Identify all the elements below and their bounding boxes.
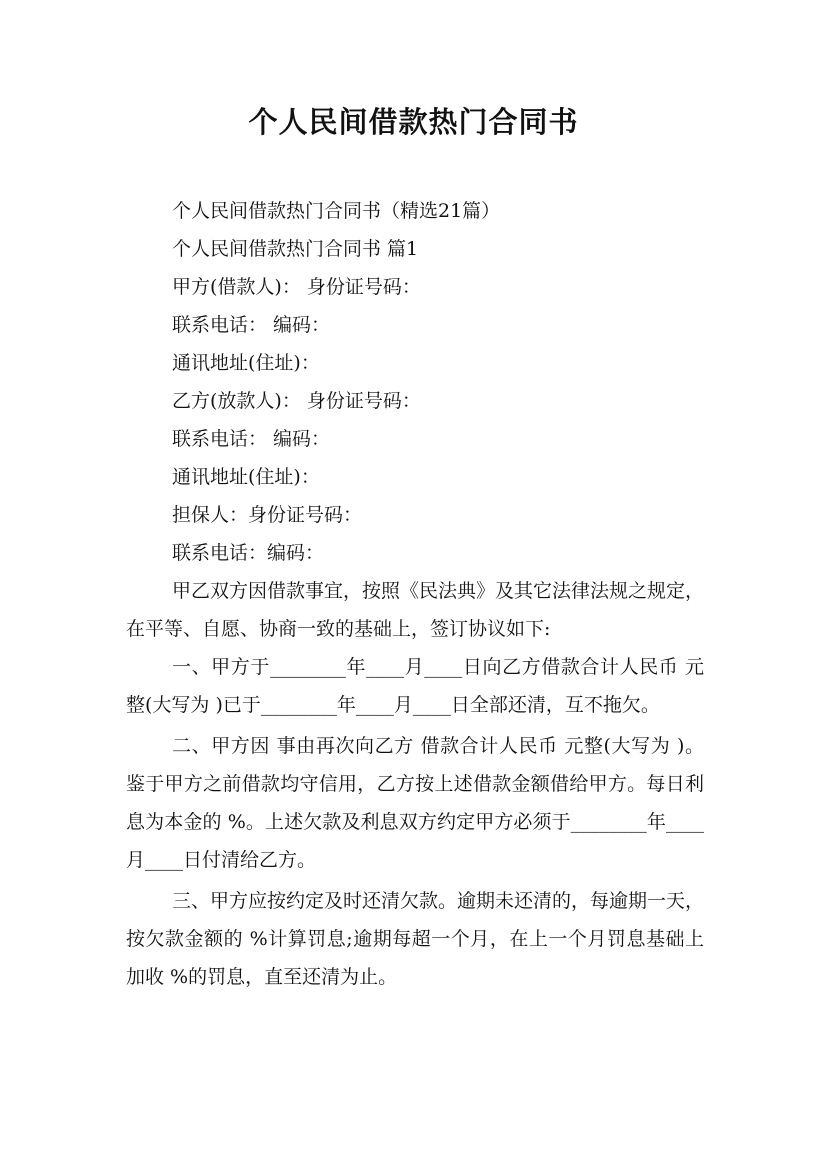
- clause-3-paragraph: 三、甲方应按约定及时还清欠款。逾期未还清的，每逾期一天，按欠款金额的 %计算罚息;逾期每超一个月，在上一个月罚息基础上加收 %的罚息，直至还清为止。: [126, 890, 705, 988]
- party-a-phone-line: 联系电话： 编码：: [172, 314, 331, 336]
- guarantor-phone-line: 联系电话：编码：: [172, 542, 325, 564]
- document-body: [126, 192, 704, 996]
- preamble-paragraph: 甲乙双方因借款事宜，按照《民法典》及其它法律法规之规定，在平等、自愿、协商一致的基础上，签订协议如下:: [126, 580, 705, 640]
- subtitle-line: 个人民间借款热门合同书（精选21篇）: [172, 200, 501, 222]
- guarantor-id-line: 担保人：身份证号码：: [172, 504, 363, 526]
- party-a-address-line: 通讯地址(住址)：: [172, 352, 320, 374]
- party-b-address-line: 通讯地址(住址)：: [172, 466, 320, 488]
- document-title: 个人民间借款热门合同书: [248, 105, 579, 139]
- party-a-id-line: 甲方(借款人)： 身份证号码：: [172, 276, 421, 298]
- party-b-phone-line: 联系电话： 编码：: [172, 428, 331, 450]
- clause-1-paragraph: 一、甲方于________年____月____日向乙方借款合计人民币 元整(大写为 )已于________年____月____日全部还清，互不拖欠。: [126, 656, 704, 716]
- chapter-heading: 个人民间借款热门合同书 篇1: [172, 238, 419, 260]
- clause-2-paragraph: 二、甲方因 事由再次向乙方 借款合计人民币 元整(大写为 )。鉴于甲方之前借款均守信用，乙方按上述借款金额借给甲方。每日利息为本金的 %。上述欠款及利息双方约定甲方必须于________年____月____日付清给乙方。: [126, 735, 704, 871]
- party-b-id-line: 乙方(放款人)： 身份证号码：: [172, 390, 421, 412]
